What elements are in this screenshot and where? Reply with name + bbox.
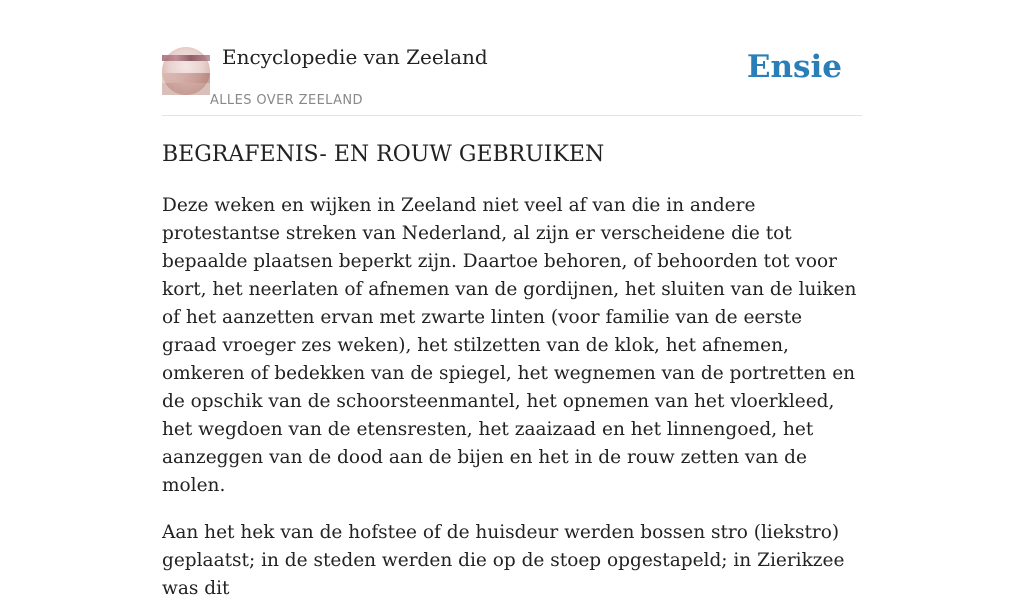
article-paragraph: Aan het hek van de hofstee of de huisdeur werden bossen stro (liekstro) geplaatst; in de steden werden die op de stoep opgestapeld; in Zierikzee was dit [162, 522, 845, 599]
article [162, 140, 862, 603]
article-paragraph: Deze weken en wijken in Zeeland niet veel af van die in andere protestantse streken van Nederland, al zijn er verscheidene die tot bepaalde plaatsen beperkt zijn. Daartoe behoren, of behoorden tot voor kort, het neerlaten of afnemen van de gordijnen, het sluiten van de luiken of het aanzetten ervan met zwarte linten (voor familie van de eerste graad vroeger zes weken), het stilzetten van de klok, het afnemen, omkeren of bedekken van de spiegel, het wegnemen van de portretten en de opschik van de schoorsteenmantel, het opnemen van het vloerkleed, het wegdoen van de etensresten, het zaaizaad en het linnengoed, het aanzeggen van de dood aan de bijen en het in de rouw zetten van de molen. [162, 195, 857, 496]
avatar-detail [162, 55, 210, 61]
article-title: BEGRAFENIS- EN ROUW GEBRUIKEN [162, 142, 605, 167]
site-title-link[interactable]: Encyclopedie van Zeeland [222, 45, 488, 69]
site-tagline: ALLES OVER ZEELAND [210, 93, 363, 108]
ensie-brand-logo[interactable]: Ensie [746, 49, 842, 85]
site-logo-avatar[interactable] [162, 47, 210, 95]
site-header [162, 40, 862, 116]
avatar-detail [162, 73, 210, 83]
avatar-detail [162, 83, 210, 95]
